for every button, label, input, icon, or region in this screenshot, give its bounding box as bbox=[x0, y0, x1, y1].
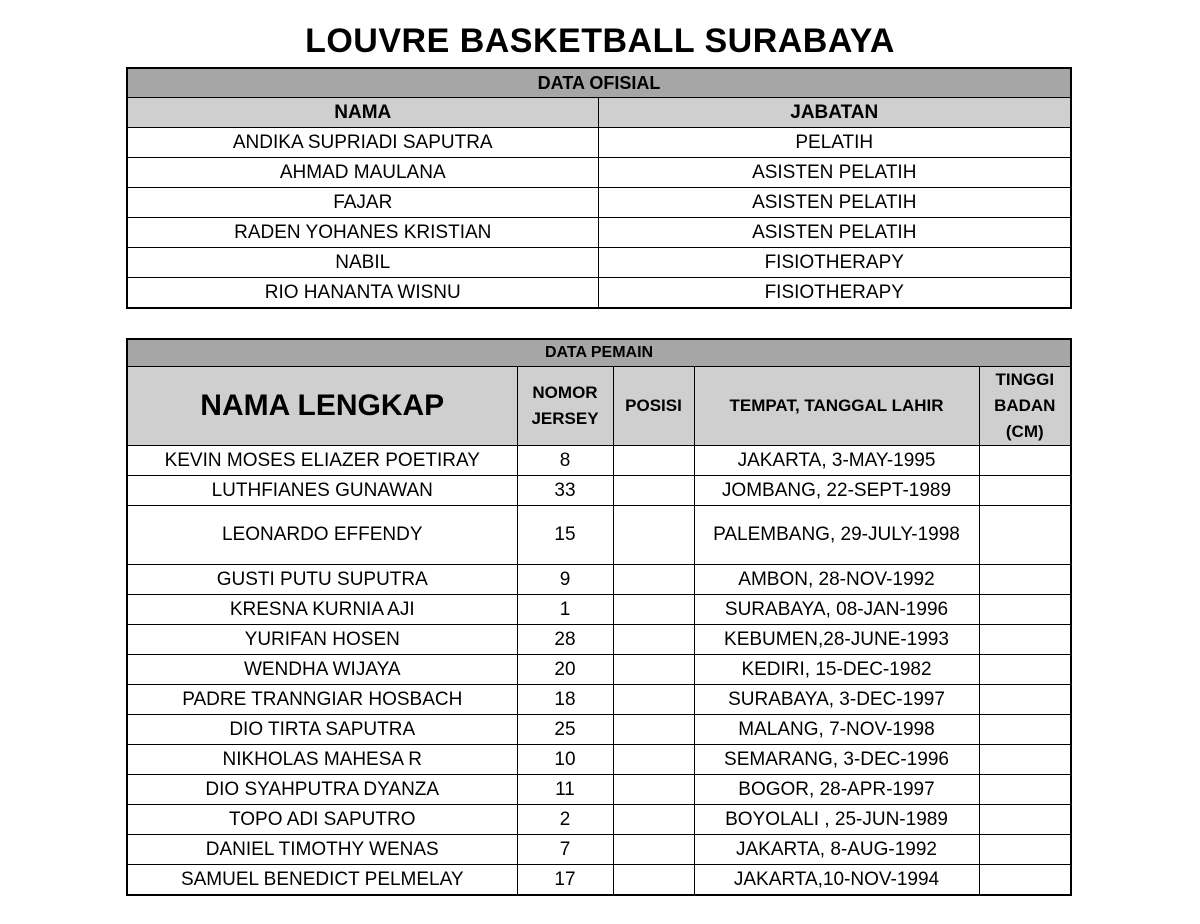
player-position bbox=[613, 745, 694, 775]
player-row bbox=[127, 565, 1071, 595]
player-birth: SEMARANG, 3-DEC-1996 bbox=[694, 745, 979, 775]
player-row bbox=[127, 805, 1071, 835]
player-height bbox=[979, 476, 1071, 506]
player-height bbox=[979, 655, 1071, 685]
player-row bbox=[127, 446, 1071, 476]
official-name: FAJAR bbox=[127, 188, 598, 218]
official-name: ANDIKA SUPRIADI SAPUTRA bbox=[127, 128, 598, 158]
official-name: RIO HANANTA WISNU bbox=[127, 278, 598, 309]
player-position bbox=[613, 476, 694, 506]
player-position bbox=[613, 595, 694, 625]
player-name: SAMUEL BENEDICT PELMELAY bbox=[127, 865, 517, 896]
player-birth: KEDIRI, 15-DEC-1982 bbox=[694, 655, 979, 685]
player-height bbox=[979, 745, 1071, 775]
player-jersey: 15 bbox=[517, 506, 613, 565]
official-role: PELATIH bbox=[598, 128, 1071, 158]
header-nomor-jersey: NOMOR JERSEY bbox=[517, 367, 613, 446]
player-birth: KEBUMEN,28-JUNE-1993 bbox=[694, 625, 979, 655]
player-name: TOPO ADI SAPUTRO bbox=[127, 805, 517, 835]
players-table bbox=[126, 338, 1072, 896]
player-height bbox=[979, 506, 1071, 565]
official-name: RADEN YOHANES KRISTIAN bbox=[127, 218, 598, 248]
player-birth: MALANG, 7-NOV-1998 bbox=[694, 715, 979, 745]
officials-section-title: DATA OFISIAL bbox=[127, 68, 1071, 98]
player-name: DIO TIRTA SAPUTRA bbox=[127, 715, 517, 745]
player-row bbox=[127, 715, 1071, 745]
player-birth: SURABAYA, 08-JAN-1996 bbox=[694, 595, 979, 625]
player-height bbox=[979, 715, 1071, 745]
player-height bbox=[979, 685, 1071, 715]
player-position bbox=[613, 625, 694, 655]
player-birth: JAKARTA, 8-AUG-1992 bbox=[694, 835, 979, 865]
player-position bbox=[613, 805, 694, 835]
player-jersey: 1 bbox=[517, 595, 613, 625]
official-row bbox=[127, 188, 1071, 218]
player-position bbox=[613, 506, 694, 565]
official-role: FISIOTHERAPY bbox=[598, 248, 1071, 278]
player-birth: JAKARTA, 3-MAY-1995 bbox=[694, 446, 979, 476]
player-name: GUSTI PUTU SUPUTRA bbox=[127, 565, 517, 595]
player-name: NIKHOLAS MAHESA R bbox=[127, 745, 517, 775]
player-jersey: 33 bbox=[517, 476, 613, 506]
player-birth: BOYOLALI , 25-JUN-1989 bbox=[694, 805, 979, 835]
player-name: YURIFAN HOSEN bbox=[127, 625, 517, 655]
player-position bbox=[613, 865, 694, 896]
player-height bbox=[979, 835, 1071, 865]
player-jersey: 9 bbox=[517, 565, 613, 595]
player-row bbox=[127, 655, 1071, 685]
player-row bbox=[127, 506, 1071, 565]
player-position bbox=[613, 655, 694, 685]
player-name: LUTHFIANES GUNAWAN bbox=[127, 476, 517, 506]
player-name: DIO SYAHPUTRA DYANZA bbox=[127, 775, 517, 805]
player-name: KEVIN MOSES ELIAZER POETIRAY bbox=[127, 446, 517, 476]
player-name: PADRE TRANNGIAR HOSBACH bbox=[127, 685, 517, 715]
official-role: ASISTEN PELATIH bbox=[598, 158, 1071, 188]
header-tempat-tanggal-lahir: TEMPAT, TANGGAL LAHIR bbox=[694, 367, 979, 446]
player-jersey: 2 bbox=[517, 805, 613, 835]
player-position bbox=[613, 446, 694, 476]
header-nama: NAMA bbox=[127, 98, 598, 128]
official-row bbox=[127, 128, 1071, 158]
player-name: DANIEL TIMOTHY WENAS bbox=[127, 835, 517, 865]
player-height bbox=[979, 595, 1071, 625]
officials-table bbox=[126, 67, 1072, 309]
official-role: ASISTEN PELATIH bbox=[598, 188, 1071, 218]
player-position bbox=[613, 835, 694, 865]
official-row bbox=[127, 218, 1071, 248]
player-row bbox=[127, 685, 1071, 715]
page-title: LOUVRE BASKETBALL SURABAYA bbox=[305, 22, 895, 60]
header-tinggi-badan: TINGGI BADAN (CM) bbox=[979, 367, 1071, 446]
player-birth: JAKARTA,10-NOV-1994 bbox=[694, 865, 979, 896]
player-jersey: 10 bbox=[517, 745, 613, 775]
player-height bbox=[979, 775, 1071, 805]
player-jersey: 28 bbox=[517, 625, 613, 655]
player-height bbox=[979, 805, 1071, 835]
player-height bbox=[979, 865, 1071, 896]
player-row bbox=[127, 775, 1071, 805]
player-row bbox=[127, 625, 1071, 655]
player-jersey: 8 bbox=[517, 446, 613, 476]
header-nama-lengkap: NAMA LENGKAP bbox=[127, 367, 517, 446]
player-height bbox=[979, 625, 1071, 655]
player-position bbox=[613, 775, 694, 805]
player-name: LEONARDO EFFENDY bbox=[127, 506, 517, 565]
player-name: KRESNA KURNIA AJI bbox=[127, 595, 517, 625]
player-birth: AMBON, 28-NOV-1992 bbox=[694, 565, 979, 595]
player-name: WENDHA WIJAYA bbox=[127, 655, 517, 685]
official-row bbox=[127, 158, 1071, 188]
official-row bbox=[127, 278, 1071, 309]
player-jersey: 17 bbox=[517, 865, 613, 896]
player-row bbox=[127, 835, 1071, 865]
player-birth: PALEMBANG, 29-JULY-1998 bbox=[694, 506, 979, 565]
official-name: AHMAD MAULANA bbox=[127, 158, 598, 188]
players-section-title: DATA PEMAIN bbox=[127, 339, 1071, 367]
player-position bbox=[613, 565, 694, 595]
official-name: NABIL bbox=[127, 248, 598, 278]
official-role: FISIOTHERAPY bbox=[598, 278, 1071, 309]
official-role: ASISTEN PELATIH bbox=[598, 218, 1071, 248]
player-height bbox=[979, 565, 1071, 595]
official-row bbox=[127, 248, 1071, 278]
player-jersey: 18 bbox=[517, 685, 613, 715]
player-jersey: 25 bbox=[517, 715, 613, 745]
player-birth: BOGOR, 28-APR-1997 bbox=[694, 775, 979, 805]
player-jersey: 7 bbox=[517, 835, 613, 865]
player-height bbox=[979, 446, 1071, 476]
player-row bbox=[127, 745, 1071, 775]
header-posisi: POSISI bbox=[613, 367, 694, 446]
player-jersey: 20 bbox=[517, 655, 613, 685]
player-position bbox=[613, 715, 694, 745]
player-row bbox=[127, 476, 1071, 506]
player-position bbox=[613, 685, 694, 715]
player-row bbox=[127, 595, 1071, 625]
player-row bbox=[127, 865, 1071, 896]
player-birth: SURABAYA, 3-DEC-1997 bbox=[694, 685, 979, 715]
player-birth: JOMBANG, 22-SEPT-1989 bbox=[694, 476, 979, 506]
header-jabatan: JABATAN bbox=[598, 98, 1071, 128]
player-jersey: 11 bbox=[517, 775, 613, 805]
